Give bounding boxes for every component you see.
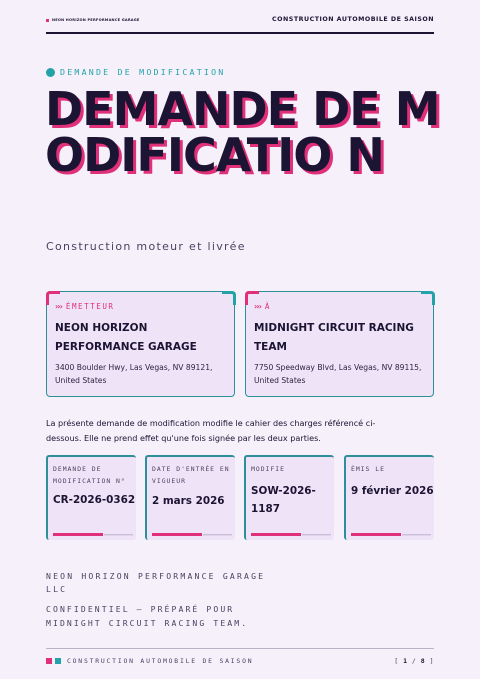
issuer-label-row (55, 302, 114, 311)
meta-label: ÉMIS LE (351, 465, 385, 473)
recipient-name: MIDNIGHT CIRCUIT RACING TEAM (254, 322, 414, 353)
pink-square-icon (46, 658, 52, 664)
meta-card-effective-date (145, 455, 235, 540)
page-header (46, 14, 434, 34)
header-section-title: CONSTRUCTION AUTOMOBILE DE SAISON (272, 16, 434, 23)
meta-label: MODIFIE (251, 465, 285, 473)
brand-name: NEON HORIZON PERFORMANCE GARAGE (52, 18, 140, 22)
meta-accent-bar (53, 533, 133, 536)
meta-value: SOW-2026-1187 (251, 485, 316, 515)
document-title: DEMANDE DE MODIFICATIO N (45, 82, 440, 182)
meta-label: DATE D'ENTRÉE EN VIGUEUR (152, 465, 230, 485)
issuer-name: NEON HORIZON PERFORMANCE GARAGE (55, 322, 197, 353)
meta-value: 2 mars 2026 (152, 495, 225, 507)
confidential-notice: CONFIDENTIEL — PRÉPARÉ POUR MIDNIGHT CIRCUIT RACING TEAM. (46, 604, 249, 628)
chevrons-right-icon: ››› (55, 302, 62, 311)
meta-accent-bar (351, 533, 431, 536)
meta-label: DEMANDE DE MODIFICATION N° (53, 465, 126, 485)
footer-brand (46, 657, 253, 665)
circle-bullet-icon (46, 68, 55, 77)
page-indicator: [ 1 / 8 ] (394, 656, 434, 665)
recipient-card (245, 291, 434, 397)
chevrons-right-icon: ››› (254, 302, 261, 311)
eyebrow (46, 67, 226, 77)
meta-value: 9 février 2026 (351, 485, 434, 497)
gradient-dash-divider (46, 259, 434, 263)
page-total: 8 (420, 656, 426, 665)
issuer-label: ÉMETTEUR (65, 302, 115, 311)
meta-value: CR-2026-0362 (53, 494, 136, 506)
intro-paragraph: La présente demande de modification modifie le cahier des charges référencé ci-dessous. Elle ne prend effet qu'une fois signée par les deux parties. (46, 418, 376, 443)
recipient-label: À (264, 302, 271, 311)
brand (46, 18, 140, 22)
meta-accent-bar (251, 533, 331, 536)
brand-mark-icon (46, 19, 49, 22)
document-subtitle: Construction moteur et livrée (46, 240, 246, 253)
footer-text: CONSTRUCTION AUTOMOBILE DE SAISON (67, 656, 254, 665)
company-name: NEON HORIZON PERFORMANCE GARAGE LLC (46, 571, 266, 594)
recipient-address: 7750 Speedway Blvd, Las Vegas, NV 89115, United States (254, 363, 422, 385)
issuer-card (46, 291, 235, 397)
page-footer (46, 648, 434, 666)
meta-card-change-request-number (46, 455, 136, 540)
recipient-label-row (254, 302, 271, 311)
meta-accent-bar (152, 533, 232, 536)
issuer-address: 3400 Boulder Hwy, Las Vegas, NV 89121, United States (55, 363, 213, 385)
eyebrow-label: DEMANDE DE MODIFICATION (60, 67, 226, 77)
meta-card-modifies (244, 455, 334, 540)
meta-card-issued-on (344, 455, 434, 540)
teal-square-icon (55, 658, 61, 664)
page-current: 1 (403, 656, 408, 665)
